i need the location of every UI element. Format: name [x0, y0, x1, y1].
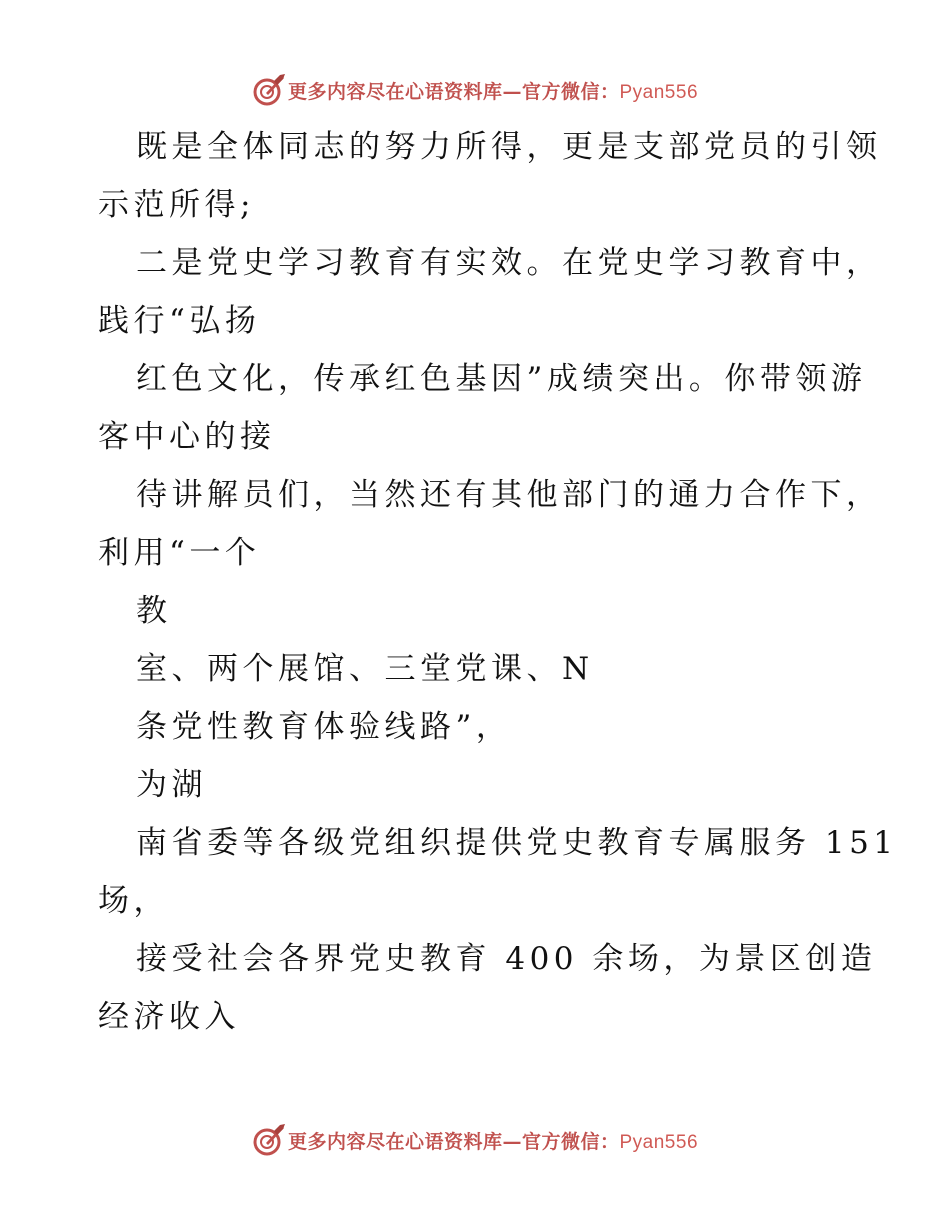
- watermark-wechat-label: 官方微信：: [521, 1130, 620, 1153]
- text-line: 接受社会各界党史教育 400 余场，为景区创造: [136, 941, 877, 977]
- text-line: 红色文化，传承红色基因”成绩突出。你带领游: [136, 361, 867, 397]
- text-line: 教: [136, 593, 172, 629]
- footer-watermark: [0, 1120, 950, 1160]
- text-line: 二是党史学习教育有实效。在党史学习教育中，: [136, 245, 882, 281]
- quill-logo-icon: [252, 73, 286, 107]
- watermark-wechat-id: Pyan556: [619, 81, 699, 103]
- watermark-wechat-id: Pyan556: [619, 1131, 699, 1153]
- text-line: 既是全体同志的努力所得，更是支部党员的引领: [136, 129, 882, 165]
- watermark-dash: —: [502, 80, 522, 103]
- text-line: 条党性教育体验线路”，: [136, 709, 512, 745]
- quill-logo-icon: [252, 1123, 286, 1157]
- text-line: 示范所得;: [98, 187, 255, 223]
- document-body: [98, 118, 898, 1046]
- watermark-wechat-label: 官方微信：: [521, 80, 620, 103]
- watermark-dash: —: [502, 1130, 522, 1153]
- text-line: 场，: [98, 883, 169, 919]
- text-line: 利用“一个: [98, 535, 261, 571]
- text-line: 南省委等各级党组织提供党史教育专属服务 151: [136, 825, 898, 861]
- text-line: 经济收入: [98, 999, 240, 1035]
- text-line: 为湖: [136, 767, 207, 803]
- watermark-main-text: 更多内容尽在心语资料库: [287, 80, 503, 103]
- text-line: 待讲解员们，当然还有其他部门的通力合作下，: [136, 477, 882, 513]
- text-line: 客中心的接: [98, 419, 276, 455]
- text-line: 室、两个展馆、三堂党课、N: [136, 651, 594, 687]
- header-watermark: [0, 70, 950, 110]
- watermark-main-text: 更多内容尽在心语资料库: [287, 1130, 503, 1153]
- text-line: 践行“弘扬: [98, 303, 261, 339]
